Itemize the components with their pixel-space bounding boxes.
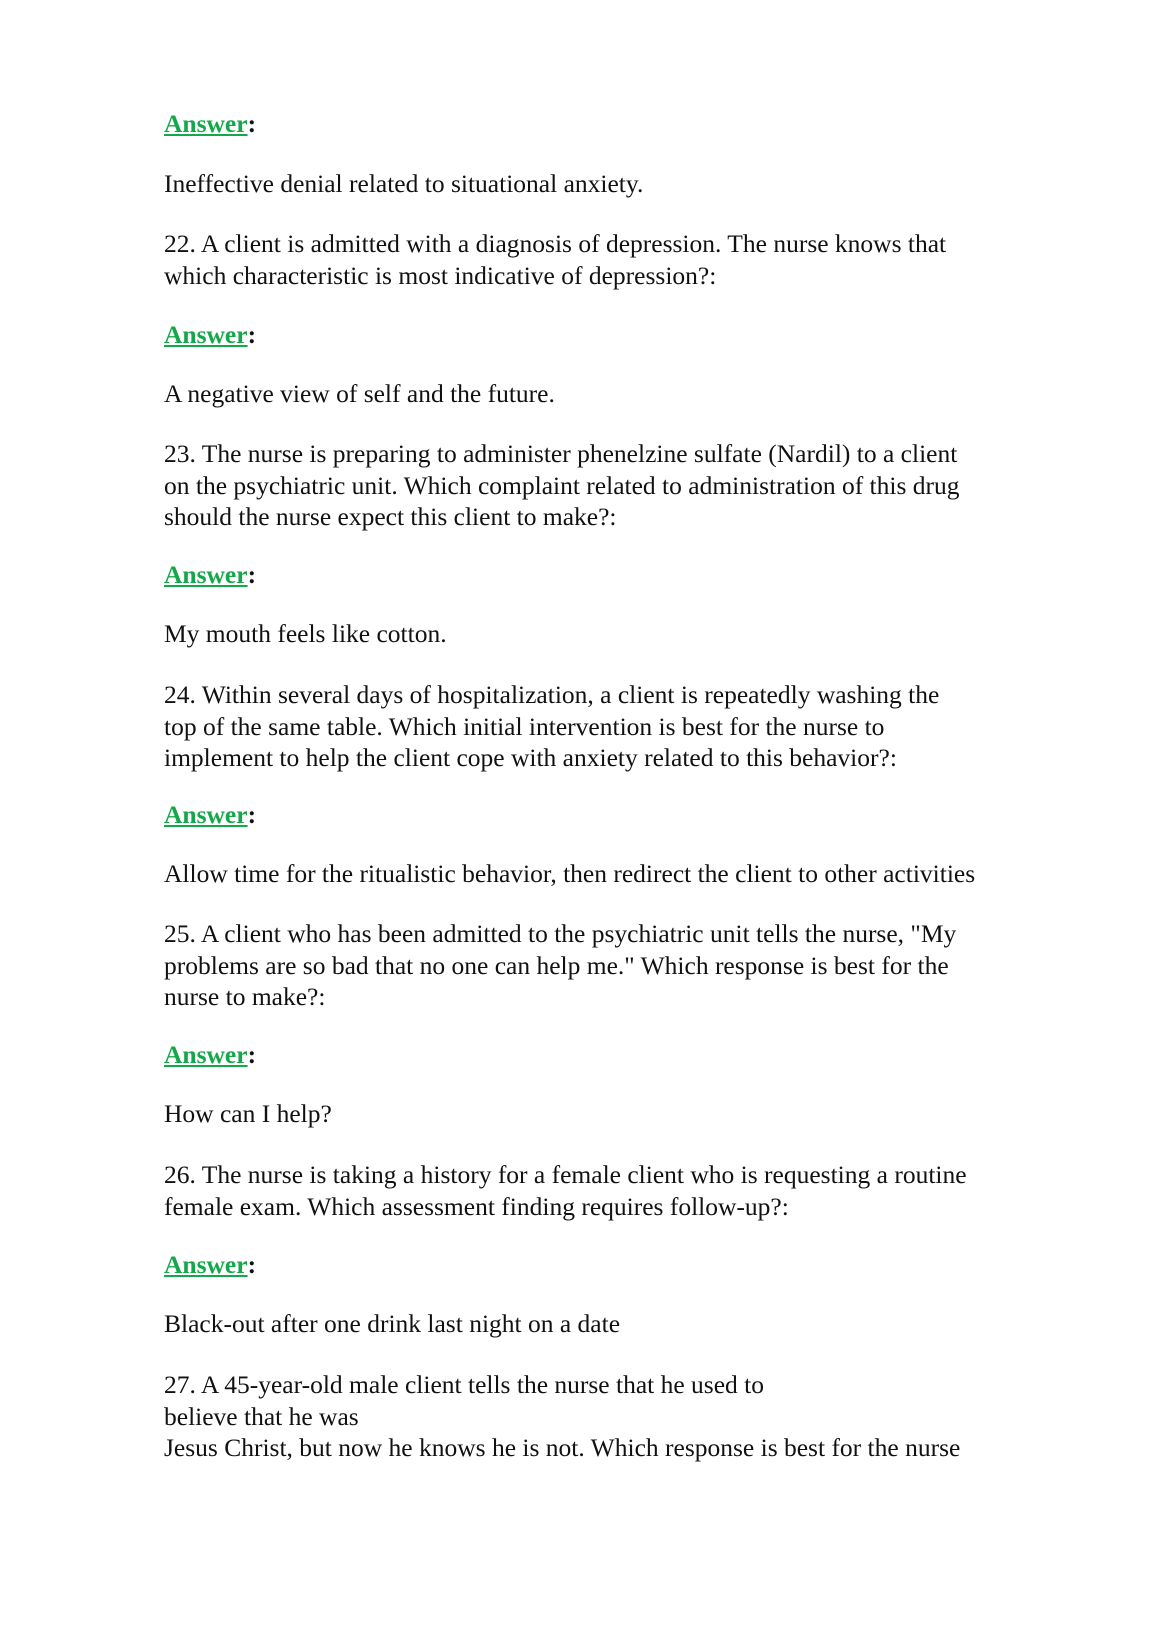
answer-label: Answer xyxy=(164,800,248,829)
answer-text xyxy=(164,1098,332,1130)
answer-colon: : xyxy=(247,1040,257,1069)
answer-heading xyxy=(164,1039,256,1071)
question-22 xyxy=(164,228,946,291)
answer-heading xyxy=(164,108,256,140)
answer-label: Answer xyxy=(164,1040,248,1069)
answer-text xyxy=(164,168,643,200)
answer-text xyxy=(164,378,555,410)
answer-label: Answer xyxy=(164,1250,248,1279)
answer-colon: : xyxy=(247,560,257,589)
answer-label: Answer xyxy=(164,109,248,138)
answer-text xyxy=(164,1308,620,1340)
text-line: believe that he was xyxy=(164,1401,359,1431)
answer-colon: : xyxy=(247,109,257,138)
text-line: Allow time for the ritualistic behavior, then redirect the client to other activities xyxy=(164,859,976,888)
answer-colon: : xyxy=(247,320,257,349)
question-25 xyxy=(164,918,956,1013)
answer-colon: : xyxy=(247,1250,257,1279)
question-24 xyxy=(164,679,939,774)
answer-heading xyxy=(164,1249,256,1281)
text-line: A negative view of self and the future. xyxy=(164,379,555,408)
text-line: top of the same table. Which initial intervention is best for the nurse to xyxy=(164,711,885,741)
text-line: Black-out after one drink last night on a date xyxy=(164,1309,621,1338)
text-line: female exam. Which assessment finding requires follow-up?: xyxy=(164,1191,789,1221)
text-line: 27. A 45-year-old male client tells the nurse that he used to xyxy=(164,1370,764,1399)
text-line: 24. Within several days of hospitalization, a client is repeatedly washing the xyxy=(164,680,940,709)
text-line: problems are so bad that no one can help me." Which response is best for the xyxy=(164,950,949,980)
answer-text xyxy=(164,858,975,890)
question-27 xyxy=(164,1369,960,1464)
text-line: nurse to make?: xyxy=(164,982,326,1011)
question-23 xyxy=(164,438,960,533)
text-line: implement to help the client cope with anxiety related to this behavior?: xyxy=(164,743,897,772)
text-line: My mouth feels like cotton. xyxy=(164,619,447,648)
text-line: 23. The nurse is preparing to administer phenelzine sulfate (Nardil) to a client xyxy=(164,439,958,468)
text-line: which characteristic is most indicative of depression?: xyxy=(164,260,717,290)
question-26 xyxy=(164,1159,967,1222)
text-line: 26. The nurse is taking a history for a female client who is requesting a routine xyxy=(164,1160,967,1189)
text-line: Jesus Christ, but now he knows he is not. Which response is best for the nurse xyxy=(164,1433,961,1462)
text-line: 22. A client is admitted with a diagnosis of depression. The nurse knows that xyxy=(164,229,947,258)
answer-heading xyxy=(164,799,256,831)
text-line: on the psychiatric unit. Which complaint related to administration of this drug xyxy=(164,470,960,500)
text-line: How can I help? xyxy=(164,1099,332,1128)
text-line: 25. A client who has been admitted to the psychiatric unit tells the nurse, "My xyxy=(164,919,957,948)
answer-heading xyxy=(164,559,256,591)
answer-colon: : xyxy=(247,800,257,829)
answer-heading xyxy=(164,319,256,351)
text-line: should the nurse expect this client to make?: xyxy=(164,502,617,531)
answer-label: Answer xyxy=(164,560,248,589)
answer-text xyxy=(164,618,447,650)
text-line: Ineffective denial related to situational anxiety. xyxy=(164,169,644,198)
answer-label: Answer xyxy=(164,320,248,349)
